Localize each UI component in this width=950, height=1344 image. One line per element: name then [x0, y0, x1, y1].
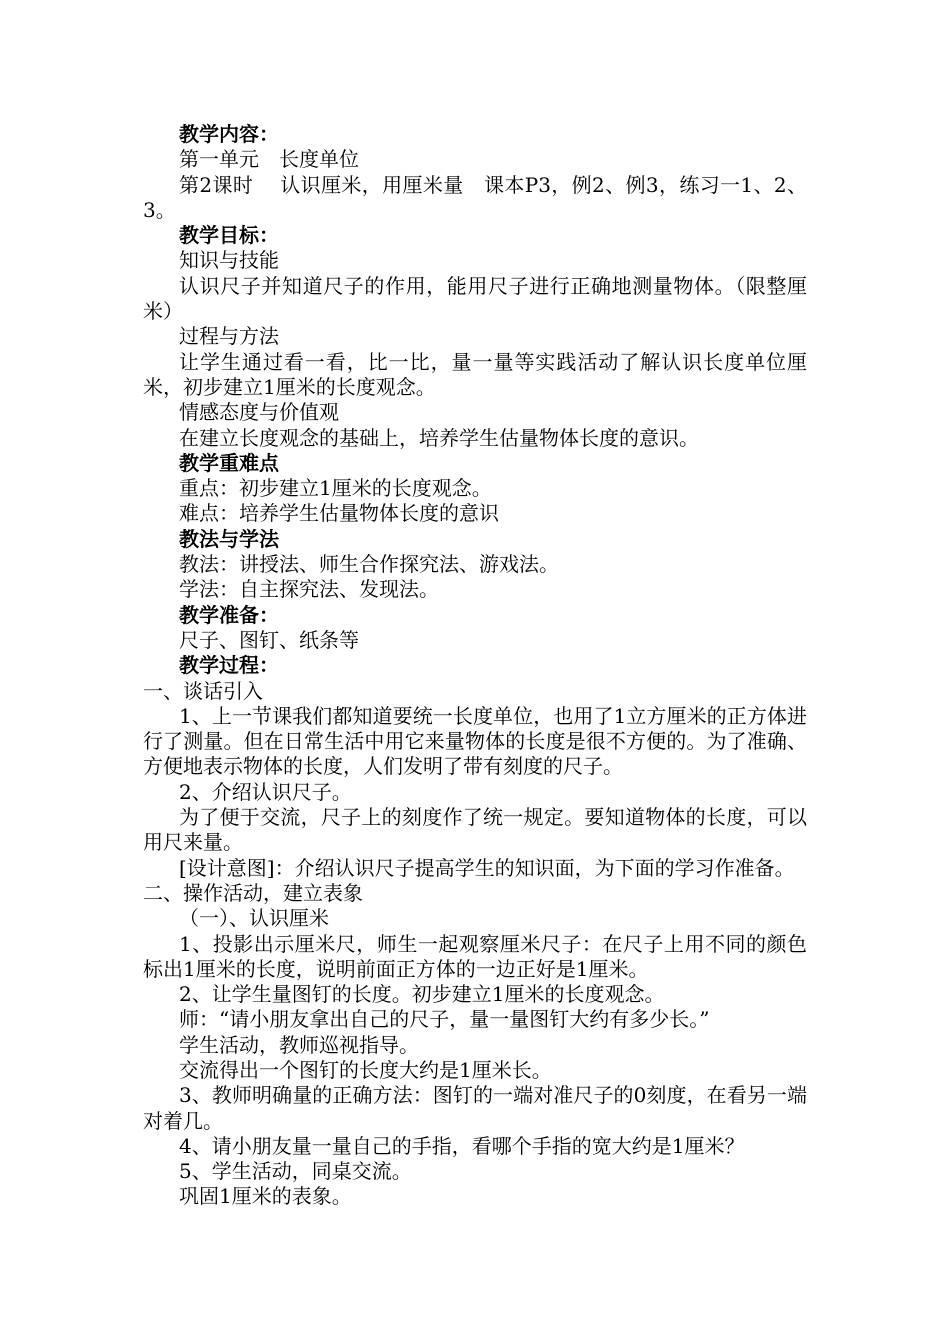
paragraph: 交流得出一个图钉的长度大约是1厘米长。 [179, 1057, 552, 1082]
paragraph: 4、请小朋友量一量自己的手指，看哪个手指的宽大约是1厘米？ [179, 1133, 745, 1158]
paragraph: 情感态度与价值观 [179, 400, 339, 425]
paragraph: 学法：自主探究法、发现法。 [179, 577, 439, 602]
paragraph: 第2课时 认识厘米，用厘米量 课本P3，例2、例3，练习一1、2、3。 [143, 172, 807, 222]
section-heading: 教学重难点 [179, 450, 279, 475]
paragraph: 2、介绍认识尺子。 [179, 779, 352, 804]
paragraph: 3、教师明确量的正确方法：图钉的一端对准尺子的0刻度，在看另一端对着几。 [143, 1083, 807, 1133]
paragraph: 巩固1厘米的表象。 [179, 1184, 352, 1209]
paragraph: 在建立长度观念的基础上，培养学生估量物体长度的意识。 [179, 425, 699, 450]
section-heading: 教法与学法 [179, 526, 279, 551]
paragraph: 让学生通过看一看，比一比，量一量等实践活动了解认识长度单位厘米，初步建立1厘米的长度观念。 [143, 349, 807, 399]
section-heading: 教学内容： [179, 122, 279, 146]
section-title: 二、操作活动，建立表象 [143, 880, 363, 905]
paragraph: （一）、认识厘米 [179, 906, 329, 931]
paragraph: 教法：讲授法、师生合作探究法、游戏法。 [179, 552, 559, 577]
section-heading: 教学准备： [179, 602, 279, 627]
section-title: 一、谈话引入 [143, 678, 263, 703]
paragraph: 知识与技能 [179, 248, 279, 273]
section-heading: 教学过程： [179, 653, 279, 678]
paragraph: 尺子、图钉、纸条等 [179, 627, 359, 652]
paragraph: 为了便于交流，尺子上的刻度作了统一规定。要知道物体的长度，可以用尺来量。 [143, 805, 807, 855]
paragraph: 重点：初步建立1厘米的长度观念。 [179, 476, 492, 501]
paragraph: 1、上一节课我们都知道要统一长度单位，也用了1立方厘米的正方体进行了测量。但在日常生活中用它来量物体的长度是很不方便的。为了准确、方便地表示物体的长度，人们发明了带有刻度的尺子。 [143, 703, 807, 779]
paragraph: 过程与方法 [179, 324, 279, 349]
paragraph: 2、让学生量图钉的长度。初步建立1厘米的长度观念。 [179, 982, 665, 1007]
paragraph: 学生活动，教师巡视指导。 [179, 1032, 419, 1057]
paragraph: 1、投影出示厘米尺，师生一起观察厘米尺子：在尺子上用不同的颜色标出1厘米的长度，说明前面正方体的一边正好是1厘米。 [143, 931, 807, 981]
paragraph: [设计意图]：介绍认识尺子提高学生的知识面，为下面的学习作准备。 [179, 855, 795, 880]
paragraph: 难点：培养学生估量物体长度的意识 [179, 501, 499, 526]
paragraph: 认识尺子并知道尺子的作用，能用尺子进行正确地测量物体。（限整厘米） [143, 273, 807, 324]
document-page [143, 122, 807, 1210]
paragraph: 5、学生活动，同桌交流。 [179, 1159, 412, 1184]
section-heading: 教学目标： [179, 223, 279, 248]
paragraph: 师：“请小朋友拿出自己的尺子，量一量图钉大约有多少长。” [179, 1007, 710, 1032]
paragraph: 第一单元 长度单位 [179, 147, 359, 172]
